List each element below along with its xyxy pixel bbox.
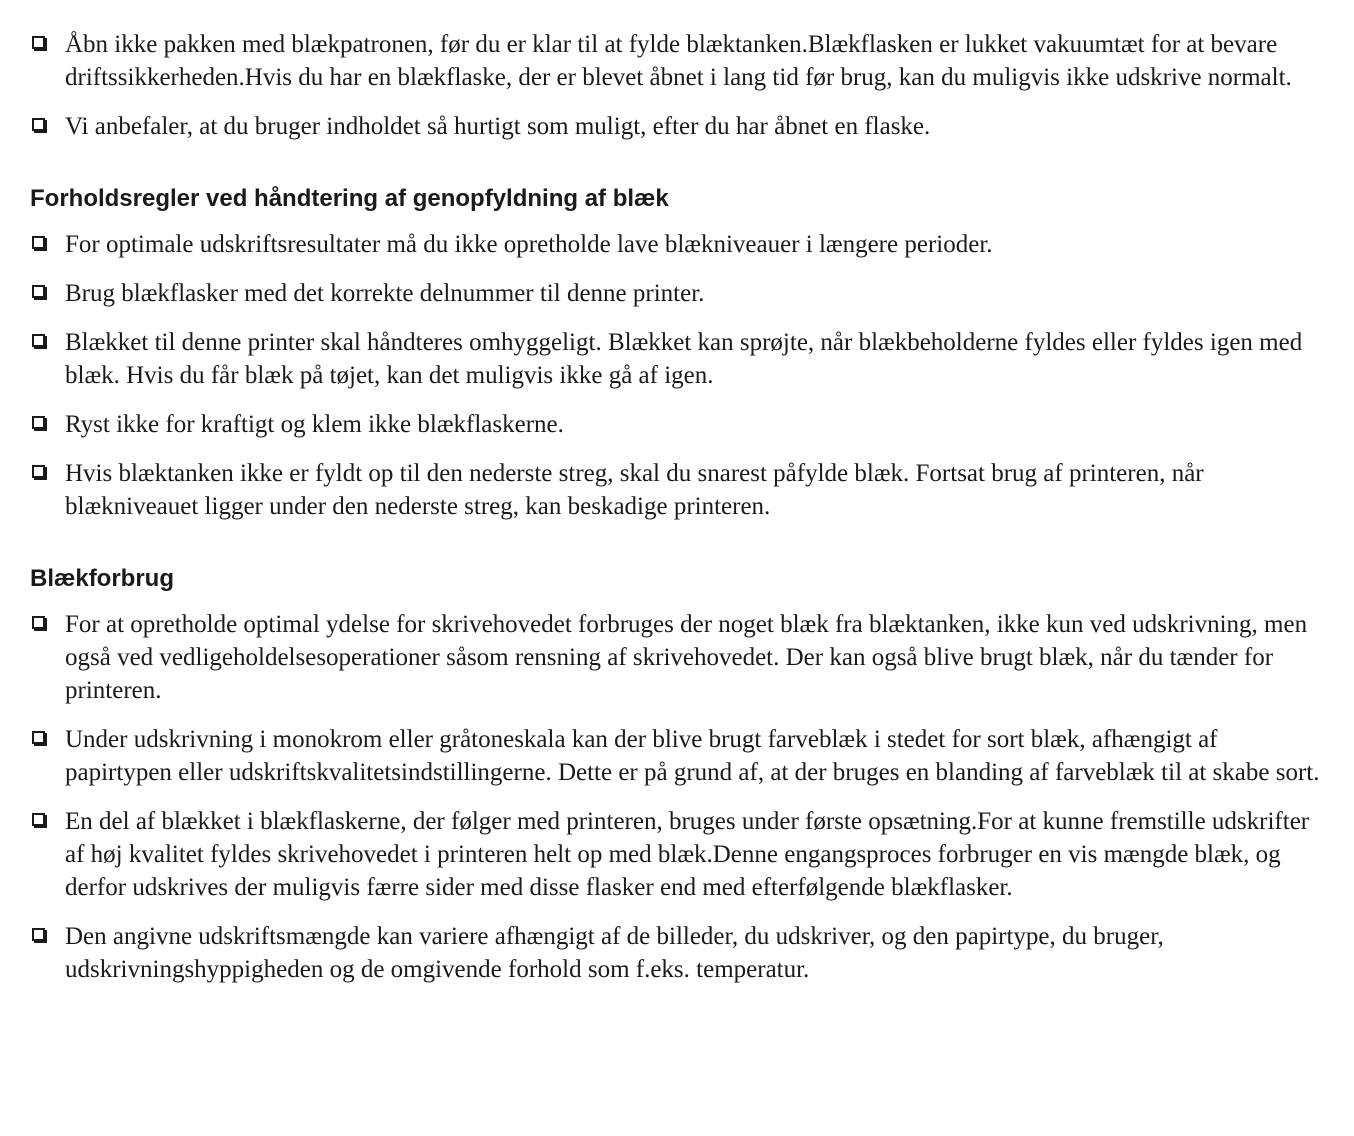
list-item-text: Hvis blæktanken ikke er fyldt op til den nederste streg, skal du snarest påfylde blæk. Fortsat brug af printeren, når blækniveauet ligger under den nederste streg, kan beskadige printeren. xyxy=(65,460,1204,520)
section-heading-ink-consumption: Blækforbrug xyxy=(30,565,174,592)
list-item-text: Den angivne udskriftsmængde kan variere afhængigt af de billeder, du udskriver, og den papirtype, du bruger, udskrivningshyppigheden og de omgivende forhold som f.eks. temperatur. xyxy=(65,923,1164,983)
list-item-text: Ryst ikke for kraftigt og klem ikke blækflaskerne. xyxy=(65,411,564,438)
list-item xyxy=(30,457,1324,523)
checkbox-bullet-icon xyxy=(32,928,45,941)
list-item xyxy=(30,110,1324,143)
checkbox-bullet-icon xyxy=(32,465,45,478)
list-item xyxy=(30,408,1324,441)
list-item-text: For at opretholde optimal ydelse for skrivehovedet forbruges der noget blæk fra blæktanken, ikke kun ved udskrivning, men også ved vedligeholdelsesoperationer såsom rensning af skrivehovedet. Der kan også blive brugt blæk, når du tænder for printeren. xyxy=(65,611,1308,704)
list-item-text: For optimale udskriftsresultater må du ikke opretholde lave blækniveauer i længere perioder. xyxy=(65,231,993,258)
list-item xyxy=(30,326,1324,392)
checkbox-bullet-icon xyxy=(32,334,45,347)
list-item xyxy=(30,608,1324,707)
list-item-text: Blækket til denne printer skal håndteres omhyggeligt. Blækket kan sprøjte, når blækbeholderne fyldes eller fyldes igen med blæk. Hvis du får blæk på tøjet, kan det muligvis ikke gå af igen. xyxy=(65,329,1303,389)
checkbox-bullet-icon xyxy=(32,118,45,131)
list-item xyxy=(30,28,1324,94)
list-item xyxy=(30,228,1324,261)
checkbox-bullet-icon xyxy=(32,36,45,49)
checkbox-bullet-icon xyxy=(32,236,45,249)
list-item xyxy=(30,805,1324,904)
list-item-text: En del af blækket i blækflaskerne, der følger med printeren, bruges under første opsætning.For at kunne fremstille udskrifter af høj kvalitet fyldes skrivehovedet i printeren helt op med blæk.Denne engangsproces forbruger en vis mængde blæk, og derfor udskrives der muligvis færre sider med disse flasker end med efterfølgende blækflasker. xyxy=(65,808,1310,901)
list-item xyxy=(30,277,1324,310)
checkbox-bullet-icon xyxy=(32,285,45,298)
list-item-text: Åbn ikke pakken med blækpatronen, før du er klar til at fylde blæktanken.Blækflasken er lukket vakuumtæt for at bevare driftssikkerheden.Hvis du har en blækflaske, der er blevet åbnet i lang tid før brug, kan du muligvis ikke udskrive normalt. xyxy=(65,31,1292,91)
list-item xyxy=(30,920,1324,986)
checkbox-bullet-icon xyxy=(32,616,45,629)
section-heading-ink-refill-precautions: Forholdsregler ved håndtering af genopfyldning af blæk xyxy=(30,185,669,212)
list-item-text: Vi anbefaler, at du bruger indholdet så hurtigt som muligt, efter du har åbnet en flaske. xyxy=(65,113,931,140)
list-item xyxy=(30,723,1324,789)
document-page xyxy=(30,28,1324,1002)
list-item-text: Under udskrivning i monokrom eller gråtoneskala kan der blive brugt farveblæk i stedet for sort blæk, afhængigt af papirtypen eller udskriftskvalitetsindstillingerne. Dette er på grund af, at der bruges en blanding af farveblæk til at skabe sort. xyxy=(65,726,1320,786)
checkbox-bullet-icon xyxy=(32,416,45,429)
list-item-text: Brug blækflasker med det korrekte delnummer til denne printer. xyxy=(65,280,705,307)
checkbox-bullet-icon xyxy=(32,813,45,826)
checkbox-bullet-icon xyxy=(32,731,45,744)
